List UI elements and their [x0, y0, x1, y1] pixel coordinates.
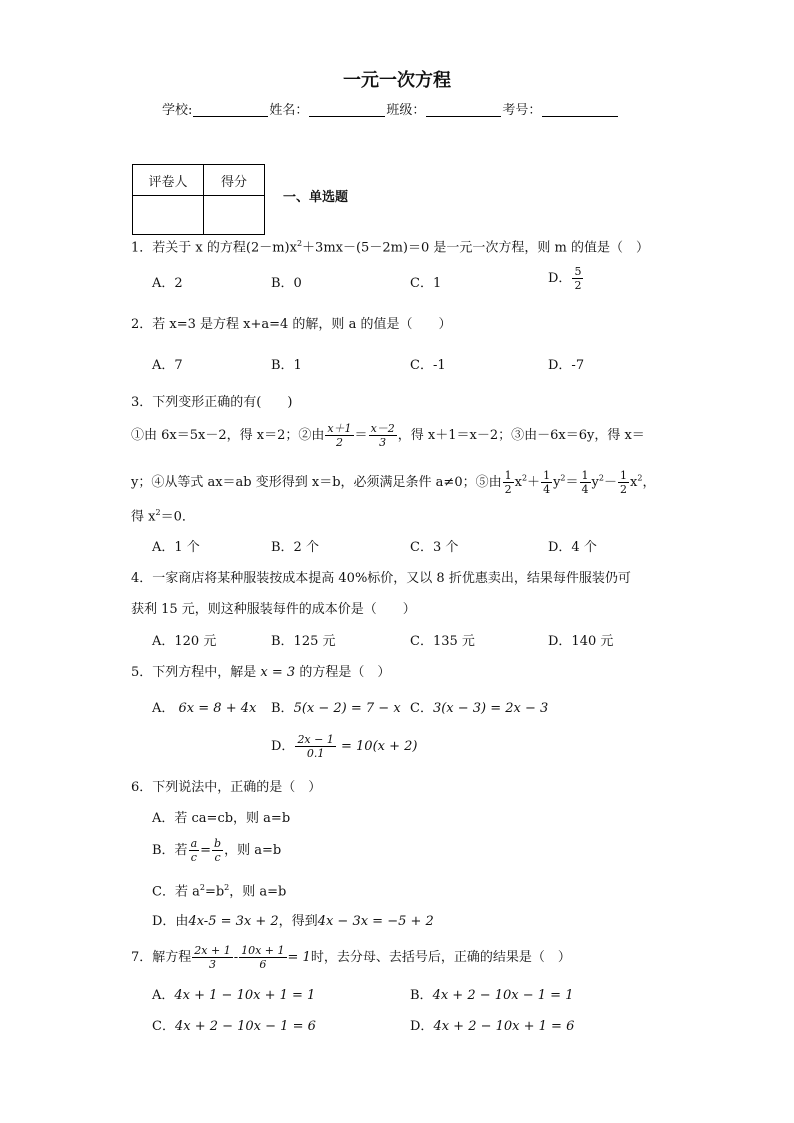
q3-f2-den: 3 — [379, 436, 387, 449]
q5-d-den: 0.1 — [306, 747, 325, 760]
q5-option-b[interactable] — [271, 702, 401, 715]
q3-line-2 — [131, 470, 655, 495]
name-label: 姓名： — [269, 103, 309, 118]
q6-d-eq2: 4x − 3x = −5 + 2 — [317, 914, 434, 929]
q4-option-d[interactable]: D．140 元 — [548, 634, 614, 649]
exp: 2 — [155, 508, 161, 517]
q3-option-b[interactable]: B．2 个 — [271, 540, 319, 555]
q3-l3-end: ＝0． — [160, 509, 195, 525]
q1-option-d-label: D． — [548, 271, 572, 286]
score-table — [132, 164, 265, 235]
reviewer-header: 评卷人 — [133, 165, 204, 196]
q1-option-c[interactable]: C．1 — [410, 276, 442, 291]
frac-den: c — [214, 851, 221, 864]
frac-den: 3 — [208, 958, 216, 971]
score-cell[interactable] — [204, 196, 265, 235]
q6-option-b[interactable] — [152, 838, 281, 863]
q3-l3-text: 得 x — [131, 509, 156, 525]
exp: 2 — [521, 473, 528, 483]
q3-l1-text-a: ①由 6x＝5x－2，得 x＝2；②由 — [131, 428, 325, 443]
q6-option-d[interactable] — [152, 915, 434, 928]
q4-option-b[interactable]: B．125 元 — [271, 634, 336, 649]
q6-d-eq1: 4x-5 = 3x + 2 — [188, 914, 279, 929]
q7-frac-2 — [239, 945, 286, 970]
q2-option-c[interactable]: C．-1 — [410, 358, 446, 373]
q1-option-d-fraction — [572, 266, 583, 291]
q6-option-a[interactable]: A．若 ca=cb，则 a=b — [152, 811, 291, 826]
q3-equals-2: ＝ — [565, 475, 579, 490]
frac-num: 1 — [620, 469, 627, 482]
q3-option-a[interactable]: A．1 个 — [152, 540, 200, 555]
q5-d-fraction — [295, 734, 335, 759]
question-5 — [131, 666, 390, 679]
q5-c-eq: 3(x − 3) = 2x − 3 — [432, 701, 549, 716]
q3-x-2: x — [630, 475, 638, 490]
q5-option-c[interactable] — [410, 702, 548, 715]
q6-b-frac-2 — [212, 838, 223, 863]
question-3: 3．下列变形正确的有( ) — [131, 395, 293, 410]
exp: 2 — [637, 473, 643, 483]
q6-c-mid: =b — [204, 884, 225, 900]
q5-option-a[interactable] — [152, 702, 256, 715]
q3-fraction-1 — [325, 423, 353, 448]
number-blank[interactable] — [542, 104, 618, 117]
page-title: 一元一次方程 — [343, 70, 451, 91]
question-6: 6．下列说法中，正确的是（ ） — [131, 780, 322, 795]
q7-b-label: B． — [410, 988, 433, 1003]
class-blank[interactable] — [426, 104, 501, 117]
reviewer-cell[interactable] — [133, 196, 204, 235]
q7-c-label: C． — [152, 1019, 175, 1034]
question-7 — [131, 945, 571, 970]
name-blank[interactable] — [309, 104, 385, 117]
q3-minus: － — [603, 475, 617, 490]
exp: 2 — [598, 473, 604, 483]
frac-num: 1 — [581, 469, 589, 482]
q3-y-2: y — [591, 475, 599, 490]
q1-d-numerator: 5 — [574, 265, 582, 278]
q7-rhs: = 1 — [287, 950, 311, 965]
frac-den: 2 — [620, 483, 627, 496]
q3-comma: ， — [642, 475, 656, 490]
q7-c-eq: 4x + 2 − 10x − 1 = 6 — [174, 1019, 316, 1034]
q6-b-frac-1 — [189, 838, 200, 863]
q6-d-pre: D．由 — [152, 914, 189, 929]
q1-exponent: 2 — [296, 239, 303, 248]
frac-num: 1 — [543, 469, 551, 482]
q7-post: 时，去分母、去括号后，正确的结果是（ ） — [310, 950, 571, 965]
q7-minus: - — [233, 950, 239, 965]
q3-option-d[interactable]: D．4 个 — [548, 540, 597, 555]
q5-d-num: 2x − 1 — [297, 733, 334, 746]
frac-den: 2 — [504, 483, 512, 496]
frac-num: b — [214, 837, 222, 850]
frac-num: 10x + 1 — [241, 944, 285, 957]
q7-a-label: A． — [152, 988, 175, 1003]
q3-y: y — [553, 475, 561, 490]
q1-text-pre: 1．若关于 x 的方程(2－m)x — [131, 240, 297, 256]
q5-option-d[interactable] — [271, 734, 417, 759]
q4-option-a[interactable]: A．120 元 — [152, 634, 217, 649]
frac-den: 4 — [543, 483, 551, 496]
question-4-line-1: 4．一家商店将某种服装按成本提高 40%标价，又以 8 折优惠卖出，结果每件服装仍可 — [131, 571, 631, 586]
exp: 2 — [560, 473, 566, 483]
q7-a-eq: 4x + 1 − 10x + 1 = 1 — [174, 988, 316, 1003]
frac-den: 4 — [581, 483, 589, 496]
q3-quarter-2 — [580, 470, 591, 495]
q3-f2-num: x－2 — [370, 422, 395, 435]
class-label: 班级： — [386, 103, 426, 118]
q3-half-2 — [618, 470, 629, 495]
q5-d-rest: = 10(x + 2) — [341, 739, 418, 754]
exp: 2 — [199, 883, 205, 892]
q3-equals: ＝ — [354, 428, 368, 443]
q7-option-b[interactable] — [410, 989, 573, 1002]
score-header: 得分 — [204, 165, 265, 196]
question-2: 2．若 x=3 是方程 x+a=4 的解，则 a 的值是（ ） — [131, 317, 452, 332]
q5-a-eq: 6x = 8 + 4x — [178, 701, 257, 716]
q7-frac-1 — [192, 945, 232, 970]
q7-d-eq: 4x + 2 − 10x + 1 = 6 — [433, 1019, 575, 1034]
q3-x: x — [514, 475, 522, 490]
q7-option-d[interactable] — [410, 1020, 574, 1033]
q6-b-pre: B．若 — [152, 843, 188, 858]
q2-option-a[interactable]: A．7 — [152, 358, 183, 373]
q7-option-c[interactable] — [152, 1020, 316, 1033]
q1-d-denominator: 2 — [574, 279, 582, 292]
q4-option-c[interactable]: C．135 元 — [410, 634, 475, 649]
q3-line-1 — [131, 423, 645, 448]
school-label: 学校: — [162, 103, 193, 118]
exp: 2 — [224, 883, 230, 892]
q5-c-label: C． — [410, 701, 433, 716]
q1-option-a[interactable]: A．2 — [152, 276, 183, 291]
q2-option-b[interactable]: B．1 — [271, 358, 302, 373]
q7-pre: 7．解方程 — [131, 950, 192, 965]
q6-b-post: ，则 a=b — [224, 843, 282, 858]
q6-c-post: ，则 a=b — [229, 884, 287, 900]
frac-num: 2x + 1 — [194, 944, 231, 957]
q7-b-eq: 4x + 2 − 10x − 1 = 1 — [432, 988, 574, 1003]
q3-fraction-2 — [369, 423, 397, 448]
school-blank[interactable] — [193, 104, 268, 117]
q5-d-label: D． — [271, 739, 295, 754]
section-heading: 一、单选题 — [283, 190, 349, 205]
q7-option-a[interactable] — [152, 989, 315, 1002]
q5-text-pre: 5．下列方程中，解是 — [131, 665, 257, 680]
q1-text-post: ＋3mx－(5－2m)＝0 是一元一次方程，则 m 的值是（ ） — [302, 240, 649, 256]
frac-num: 1 — [504, 469, 512, 482]
frac-den: 6 — [259, 958, 267, 971]
q5-b-eq: 5(x − 2) = 7 − x — [293, 701, 401, 716]
frac-num: a — [190, 837, 198, 850]
q2-option-d[interactable]: D．-7 — [548, 358, 585, 373]
q7-d-label: D． — [410, 1019, 434, 1034]
q3-plus: ＋ — [527, 475, 541, 490]
q3-option-c[interactable]: C．3 个 — [410, 540, 459, 555]
q3-quarter-1 — [541, 470, 552, 495]
q5-b-label: B． — [271, 701, 294, 716]
q5-equation: x = 3 — [260, 665, 296, 680]
q6-option-c[interactable] — [152, 884, 286, 898]
student-info-line — [162, 104, 619, 117]
q6-b-eq: = — [200, 843, 212, 858]
q3-l2-text: y；④从等式 ax＝ab 变形得到 x＝b，必须满足条件 a≠0；⑤由 — [131, 475, 502, 490]
number-label: 考号： — [502, 103, 542, 118]
q3-half-1 — [503, 470, 514, 495]
question-4-line-2: 获利 15 元，则这种服装每件的成本价是（ ） — [131, 602, 416, 617]
q5-a-label: A． — [152, 701, 175, 716]
frac-den: c — [190, 851, 197, 864]
q5-text-post: 的方程是（ ） — [299, 665, 391, 680]
q3-f1-den: 2 — [335, 436, 343, 449]
q3-f1-num: x＋1 — [327, 422, 352, 435]
q3-l1-text-b: ，得 x＋1＝x－2；③由－6x＝6y，得 x＝ — [397, 428, 645, 443]
q1-option-b[interactable]: B．0 — [271, 276, 302, 291]
q6-d-mid: ，得到 — [278, 914, 318, 929]
question-1 — [131, 240, 649, 254]
q6-c-pre: C．若 a — [152, 884, 200, 900]
q3-line-3 — [131, 509, 195, 523]
q1-option-d[interactable] — [548, 266, 584, 291]
